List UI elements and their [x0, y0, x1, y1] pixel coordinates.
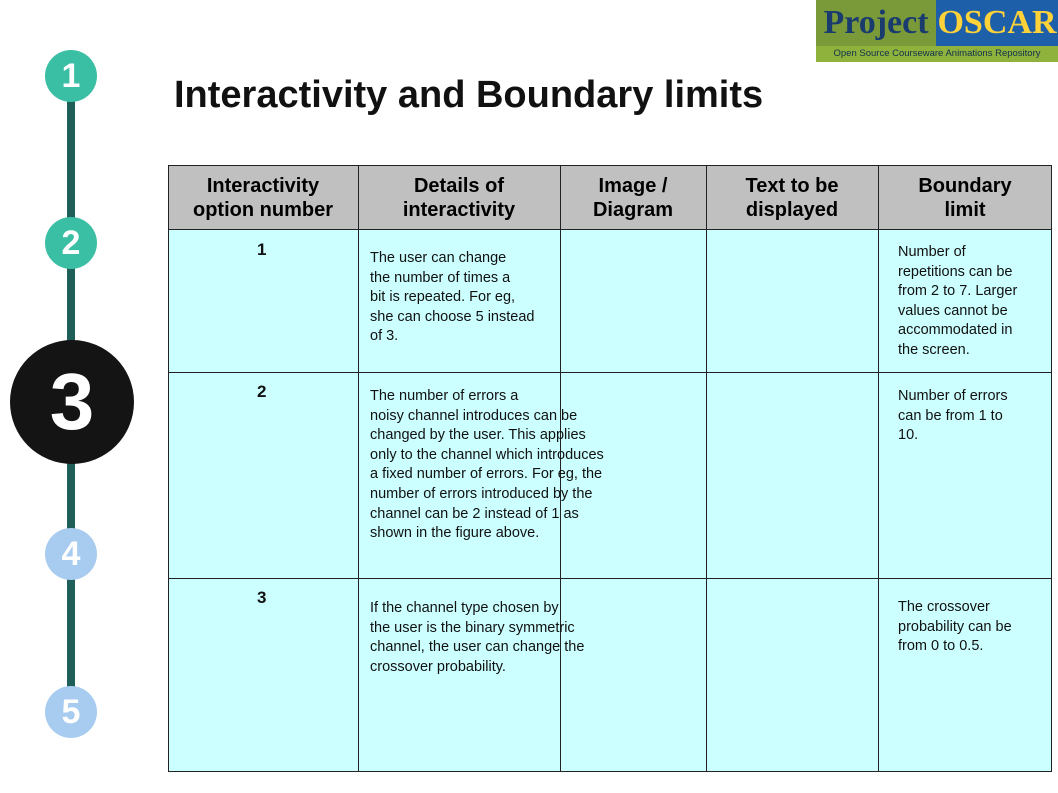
header-boundary-line1: Boundary — [918, 174, 1012, 197]
header-image-line1: Image / — [598, 174, 668, 197]
row-2-details-line: a fixed number of errors. For eg, the — [370, 466, 603, 483]
column-divider — [358, 165, 359, 772]
header-image — [560, 165, 706, 230]
row-2-boundary — [898, 387, 1008, 446]
row-2-number: 2 — [257, 382, 267, 401]
logo-word-project: Project — [816, 0, 936, 46]
page-title: Interactivity and Boundary limits — [174, 74, 764, 116]
row-1-boundary — [898, 243, 1017, 361]
row-divider — [168, 578, 1052, 579]
header-option-number-line1: Interactivity — [206, 174, 320, 197]
row-3-boundary-line: The crossover — [898, 599, 990, 615]
row-1-boundary-line: values cannot be — [898, 302, 1008, 319]
header-image-line2: Diagram — [592, 198, 674, 221]
interactivity-table — [168, 165, 1052, 772]
row-2-details-line: only to the channel which introduces — [370, 446, 604, 463]
header-details-line1: Details of — [413, 174, 504, 197]
row-3-boundary — [898, 598, 1012, 657]
row-3-boundary-line: probability can be — [898, 618, 1012, 635]
logo-subtitle: Open Source Courseware Animations Repository — [816, 46, 1058, 62]
row-3-boundary-line: from 0 to 0.5. — [898, 638, 984, 655]
row-1-details-line: The user can change — [370, 250, 507, 266]
header-option-number-line2: option number — [193, 198, 333, 221]
row-2-boundary-line: Number of errors — [898, 388, 1008, 404]
row-3-details-line: If the channel type chosen by — [370, 600, 559, 616]
row-1-details-line: bit is repeated. For eg, — [370, 289, 516, 306]
row-1-boundary-line: the screen. — [898, 341, 970, 358]
row-3-details-line: the user is the binary symmetric — [370, 619, 575, 636]
step-5-circle: 5 — [45, 686, 97, 738]
header-details — [358, 165, 560, 230]
row-1-details-line: the number of times a — [370, 269, 511, 286]
logo-top-band — [816, 0, 1058, 46]
row-1-boundary-line: Number of — [898, 244, 966, 260]
header-boundary — [878, 165, 1052, 230]
row-1-number: 1 — [257, 240, 267, 259]
header-text — [706, 165, 878, 230]
row-1-details-line: she can choose 5 instead — [370, 308, 535, 325]
header-details-line2: interactivity — [402, 198, 516, 221]
step-4-circle: 4 — [45, 528, 97, 580]
row-3-details-line: crossover probability. — [370, 658, 506, 675]
logo-word-oscar: OSCAR — [936, 0, 1058, 46]
row-1-boundary-line: accommodated in — [898, 322, 1013, 339]
row-1-boundary-line: from 2 to 7. Larger — [898, 283, 1018, 300]
row-3-number: 3 — [257, 588, 267, 607]
row-2-boundary-line: can be from 1 to — [898, 407, 1003, 424]
step-1-circle: 1 — [45, 50, 97, 102]
header-option-number — [168, 165, 358, 230]
row-2-details-line: changed by the user. This applies — [370, 427, 586, 444]
header-boundary-line2: limit — [944, 198, 986, 221]
row-2-details-line: noisy channel introduces can be — [370, 407, 578, 424]
row-2-details — [370, 387, 604, 544]
step-2-circle: 2 — [45, 217, 97, 269]
row-1-details — [370, 249, 534, 347]
project-oscar-logo — [816, 0, 1058, 62]
row-1-details-line: of 3. — [370, 328, 399, 345]
row-3-details — [370, 599, 584, 677]
row-2-details-line: The number of errors a — [370, 388, 519, 404]
row-2-details-line: shown in the figure above. — [370, 525, 540, 542]
header-text-line2: displayed — [745, 198, 839, 221]
row-2-boundary-line: 10. — [898, 427, 919, 444]
row-2-details-line: channel can be 2 instead of 1 as — [370, 505, 579, 522]
column-divider — [878, 165, 879, 772]
column-divider — [706, 165, 707, 772]
row-1-boundary-line: repetitions can be — [898, 263, 1013, 280]
row-3-details-line: channel, the user can change the — [370, 639, 585, 656]
step-3-circle-active: 3 — [10, 340, 134, 464]
header-text-line1: Text to be — [745, 174, 839, 197]
row-2-details-line: number of errors introduced by the — [370, 485, 593, 502]
row-divider — [168, 372, 1052, 373]
